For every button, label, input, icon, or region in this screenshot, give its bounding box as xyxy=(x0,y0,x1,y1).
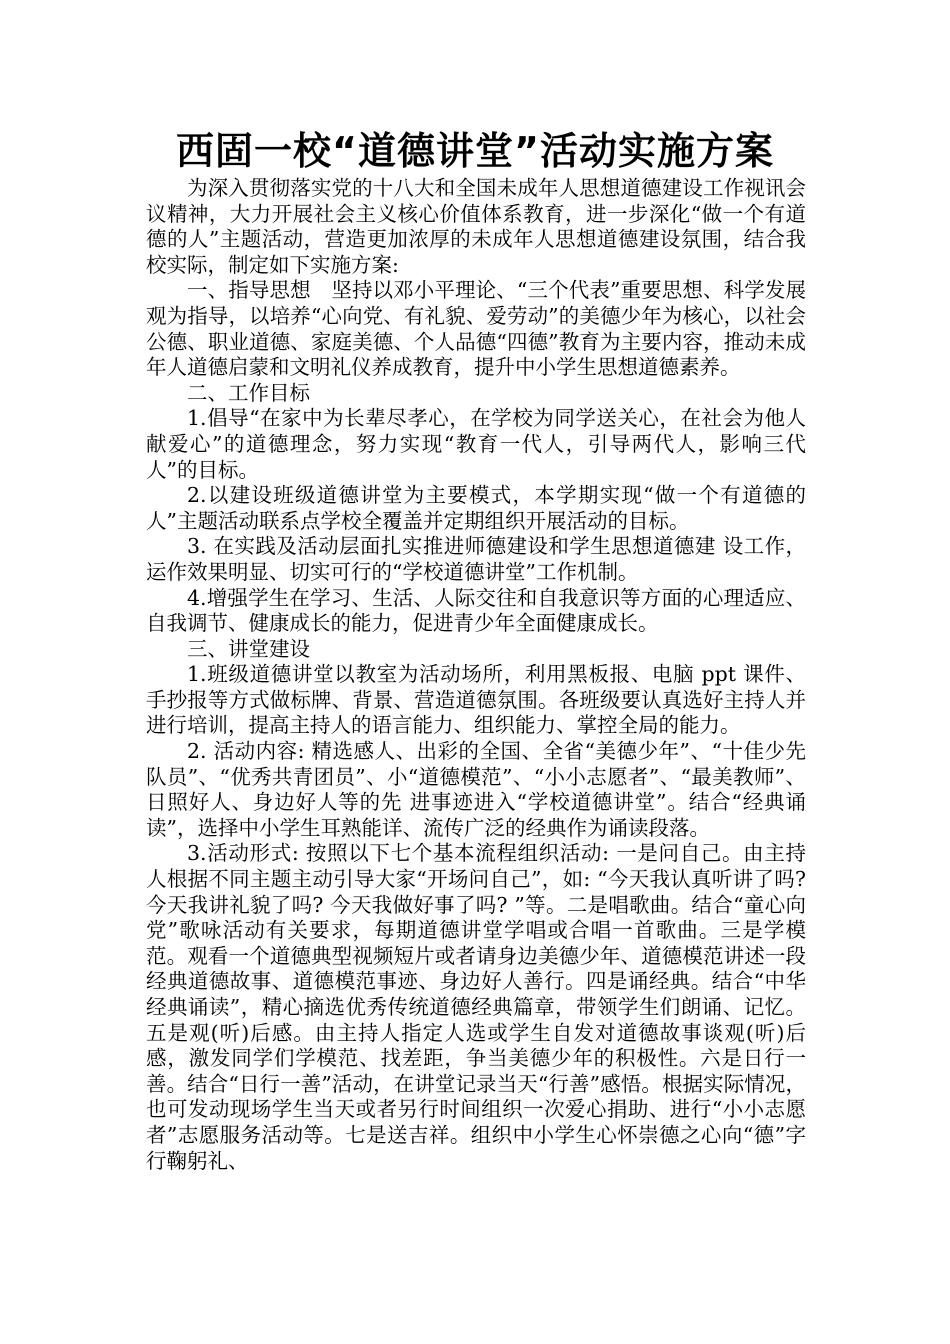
goal-item-1: 1.倡导“在家中为长辈尽孝心，在学校为同学送关心，在社会为他人献爱心”的道德理念，努力实现“教育一代人，引导两代人，影响三代人”的目标。 xyxy=(146,406,806,482)
construction-item-3: 3.活动形式: 按照以下七个基本流程组织活动: 一是问自己。由主持人根据不同主题主动引导大家“开场问自己”，如: “今天我认真听讲了吗? 今天我讲礼貌了吗? 今天我做好事了吗? ”等。二是唱歌曲。结合“童心向党”歌咏活动有关要求，每期道德讲堂学唱或合唱一首歌曲。三是学模范。观看一个道德典型视频短片或者请身边美德少年、道德模范讲述一段经典道德故事、道德模范事迹、身边好人善行。四是诵经典。结合“中华经典诵读”，精心摘选优秀传统道德经典篇章，带领学生们朗诵、记忆。五是观(听)后感。由主持人指定人选或学生自发对道德故事谈观(听)后感，激发同学们学模范、找差距，争当美德少年的积极性。六是日行一善。结合“日行一善”活动，在讲堂记录当天“行善”感悟。根据实际情况，也可发动现场学生当天或者另行时间组织一次爱心捐助、进行“小小志愿者”志愿服务活动等。七是送吉祥。组织中小学生心怀崇德之心向“德”字行鞠躬礼、 xyxy=(146,841,806,1173)
section-heading-lecture-construction: 三、讲堂建设 xyxy=(187,636,310,661)
section-guiding-ideology: 一、指导思想 坚持以邓小平理论、“三个代表”重要思想、科学发展观为指导，以培养“心向党、有礼貌、爱劳动”的美德少年为核心，以社会公德、职业道德、家庭美德、个人品德“四德”教育为主要内容，推动未成年人道德启蒙和文明礼仪养成教育，提升中小学生思想道德素养。 xyxy=(146,278,806,380)
intro-paragraph: 为深入贯彻落实党的十八大和全国未成年人思想道德建设工作视讯会议精神，大力开展社会主义核心价值体系教育，进一步深化“做一个有道德的人”主题活动，营造更加浓厚的未成年人思想道德建设氛围，结合我校实际，制定如下实施方案: xyxy=(146,176,806,277)
goal-item-2: 2.以建设班级道德讲堂为主要模式，本学期实现“做一个有道德的人”主题活动联系点学校全覆盖并定期组织开展活动的目标。 xyxy=(146,483,806,533)
goal-item-3: 3. 在实践及活动层面扎实推进师德建设和学生思想道德建 设工作，运作效果明显、切实可行的“学校道德讲堂”工作机制。 xyxy=(146,534,806,584)
document-body xyxy=(146,176,806,1174)
construction-item-1: 1.班级道德讲堂以教室为活动场所，利用黑板报、电脑 ppt 课件、手抄报等方式做标牌、背景、营造道德氛围。各班级要认真选好主持人并进行培训，提高主持人的语言能力、组织能力、掌控全局的能力。 xyxy=(146,662,806,738)
document-title: 西固一校“道德讲堂”活动实施方案 xyxy=(176,129,774,173)
section-heading-work-goals: 二、工作目标 xyxy=(187,380,310,405)
goal-item-4: 4.增强学生在学习、生活、人际交往和自我意识等方面的心理适应、自我调节、健康成长的能力，促进青少年全面健康成长。 xyxy=(146,585,806,636)
construction-item-2: 2. 活动内容: 精选感人、出彩的全国、全省“美德少年”、“十佳少先队员”、“优秀共青团员”、小“道德模范”、“小小志愿者”、“最美教师”、日照好人、身边好人等的先 进事迹进入“学校道德讲堂”。结合“经典诵读”，选择中小学生耳熟能详、流传广泛的经典作为诵读段落。 xyxy=(146,739,806,840)
